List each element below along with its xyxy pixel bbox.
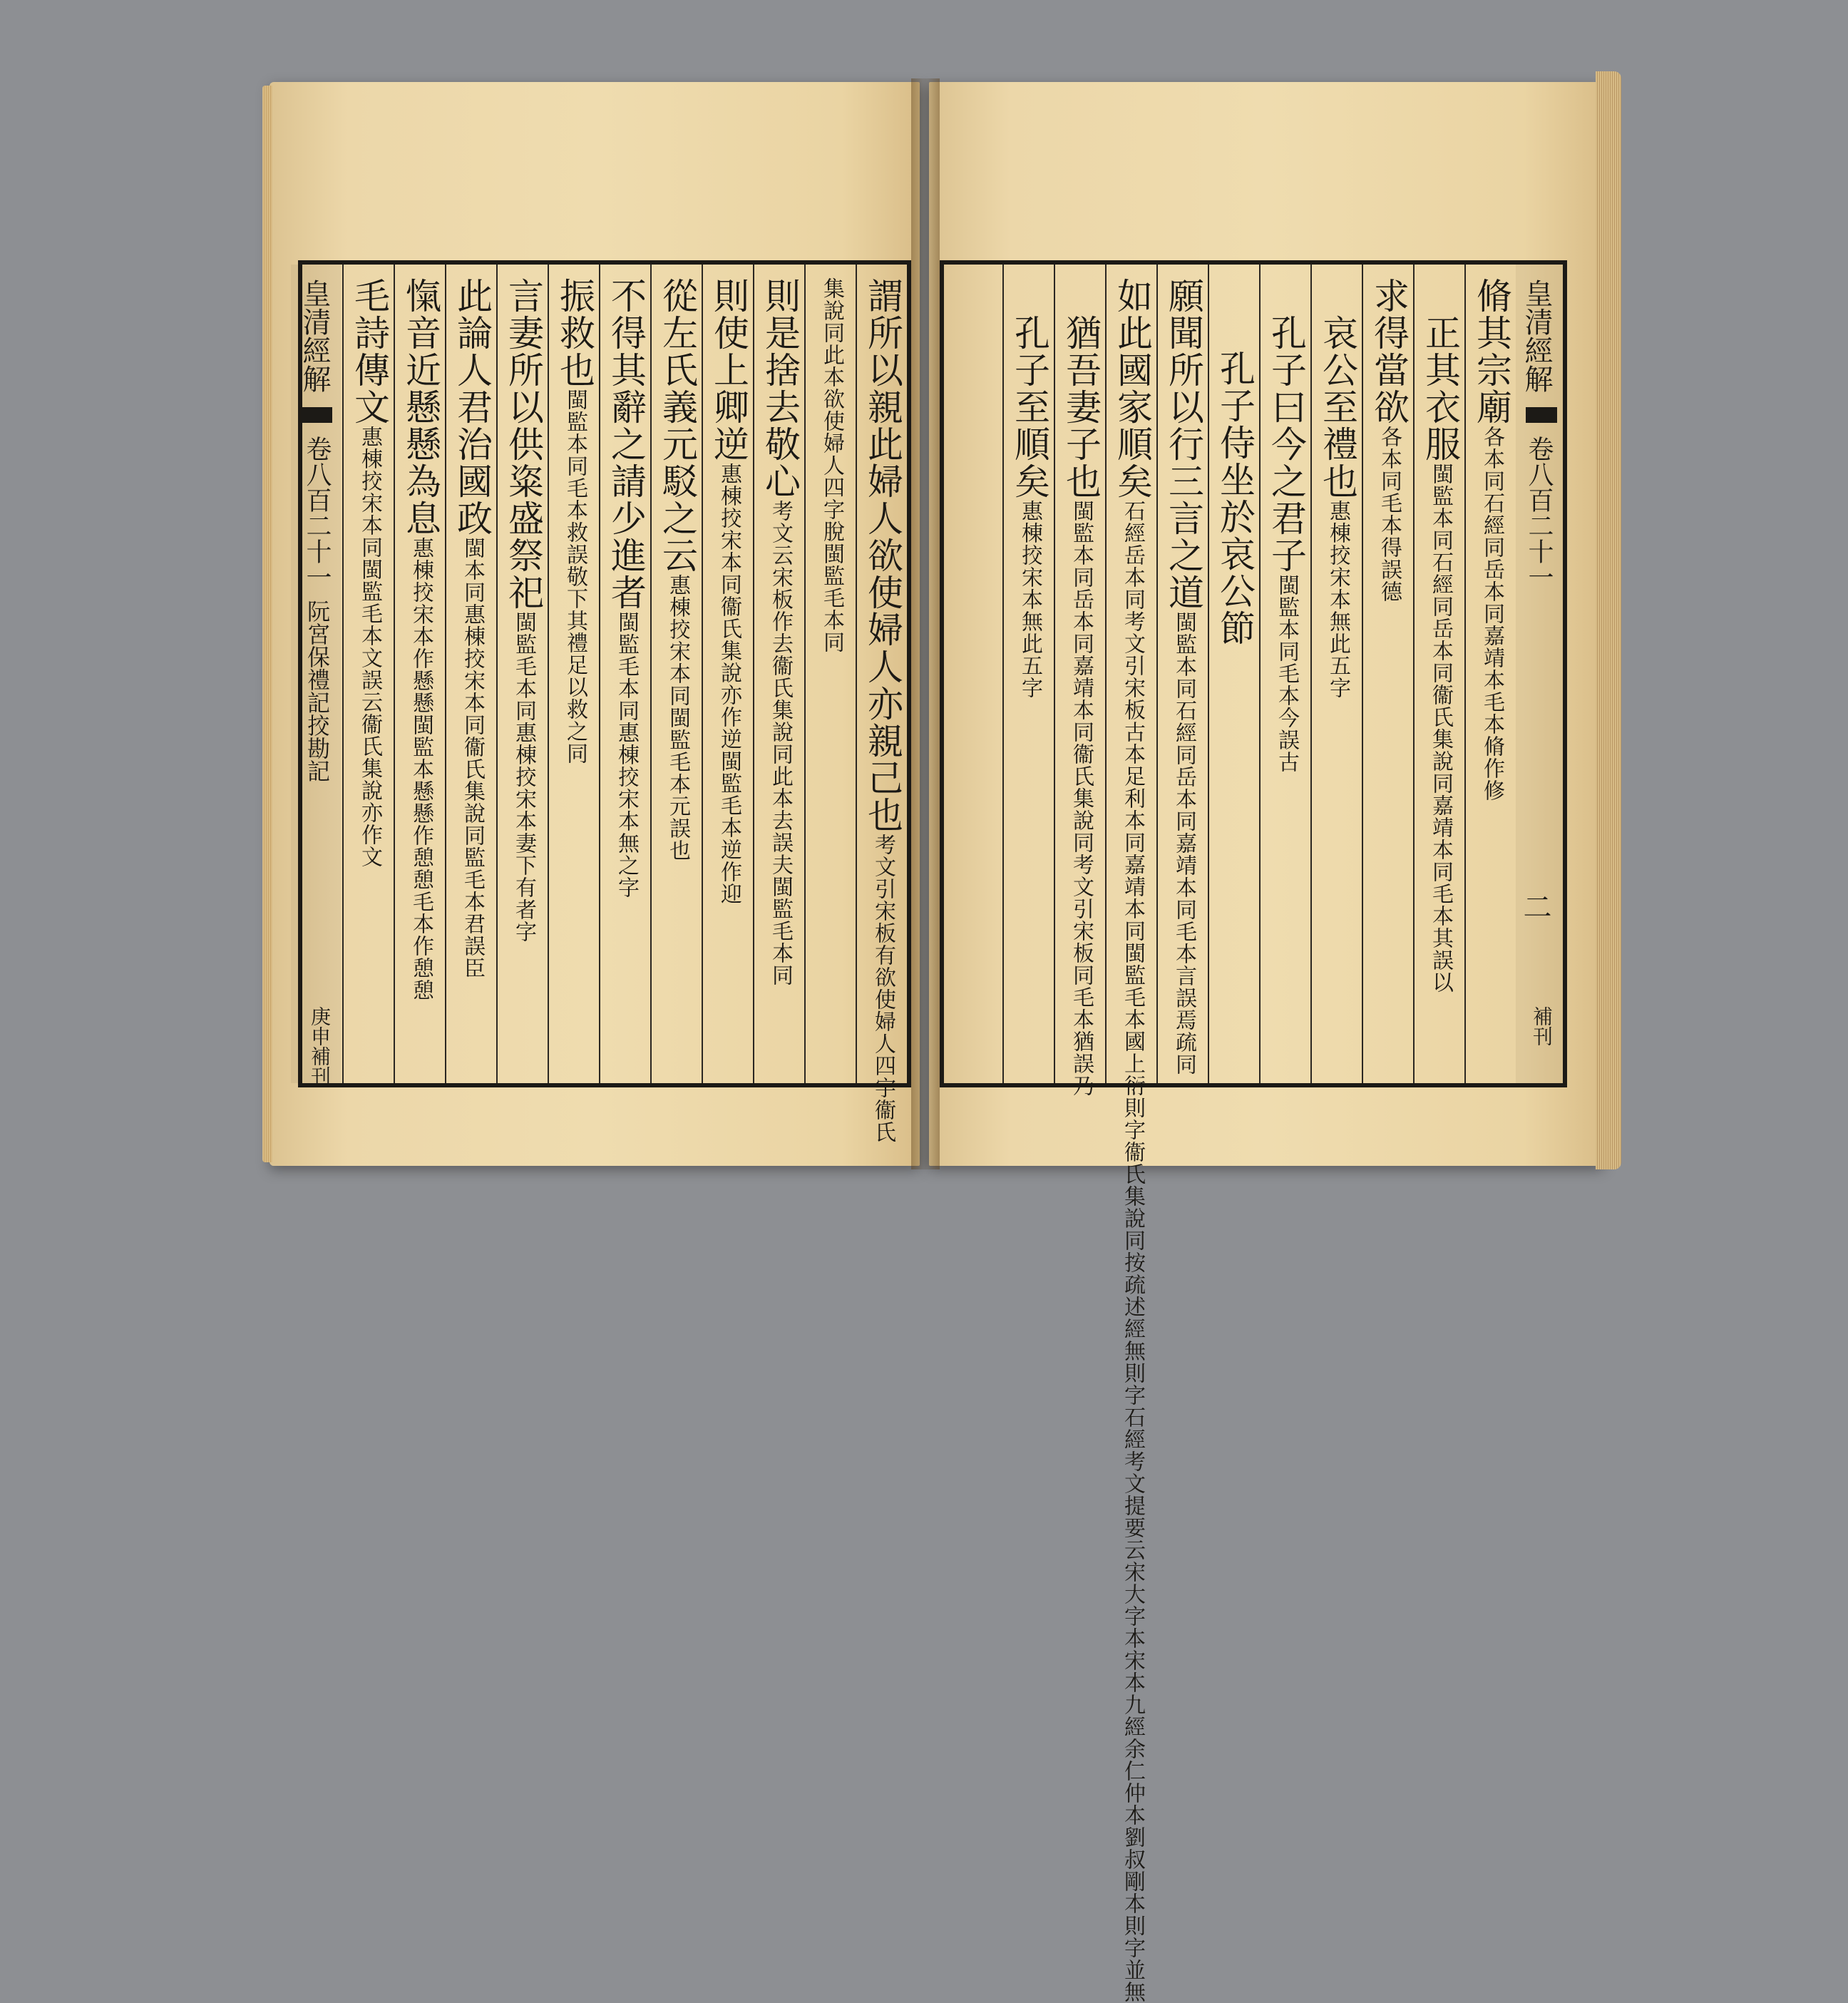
work-title: 阮宮保禮記挍勘記 xyxy=(304,600,331,782)
annotation-text: 考文引宋板有欲使婦人四字衞氏 xyxy=(871,834,895,1143)
text-column xyxy=(599,265,652,1083)
main-text: 不得其辭之請少進者 xyxy=(605,277,647,611)
main-text: 哀公至禮也 xyxy=(1317,314,1358,500)
annotation-text: 石經岳本同考文引宋板古本足利本同嘉靖本同閩監毛本國上衍則字衞氏集說同按疏述經無則字石經考文提要云宋大字本宋本九經余仁仲本劉叔剛本則字並無 xyxy=(1120,500,1145,2003)
juan-number: 卷八百二十一 xyxy=(302,436,332,590)
text-column xyxy=(1002,265,1055,1083)
annotation-text: 惠棟挍宋本同衞氏集說亦作逆閩監毛本逆作迎 xyxy=(717,463,741,905)
annotation-text: 閩監本同毛本救誤敬下其禮足以救之同 xyxy=(563,389,587,764)
page-centre-margin xyxy=(1516,265,1563,1083)
main-text: 求得當欲 xyxy=(1368,277,1410,426)
main-text: 脩其宗廟 xyxy=(1471,277,1512,426)
main-text: 毛詩傳文 xyxy=(349,277,390,426)
annotation-text: 集說同此本欲使婦人四字脫閩監毛本同 xyxy=(819,277,844,653)
text-column xyxy=(496,265,549,1083)
text-column xyxy=(702,265,754,1083)
book-gutter xyxy=(911,78,940,1169)
annotation-text: 惠棟挍宋本無此五字 xyxy=(1017,500,1042,699)
annotation-text: 惠棟挍宋本同閩監毛本元誤也 xyxy=(665,574,690,861)
main-text: 如此國家順矣 xyxy=(1112,277,1153,500)
text-column xyxy=(753,265,806,1083)
main-text: 孔子曰今之君子 xyxy=(1266,314,1307,574)
annotation-text: 考文云宋板作去衞氏集說同此本去誤夫閩監毛本同 xyxy=(768,500,793,986)
page-edge-left xyxy=(262,86,272,1162)
text-column xyxy=(1362,265,1415,1083)
fishtail-mark xyxy=(1526,407,1557,423)
text-column xyxy=(1105,265,1158,2003)
main-text: 正其衣服 xyxy=(1420,314,1461,463)
main-text: 言妻所以供粢盛祭祀 xyxy=(503,277,544,611)
page-edge-right xyxy=(1596,71,1621,1169)
main-text: 此論人君治國政 xyxy=(451,277,493,537)
main-text: 則使上卿逆 xyxy=(708,277,749,463)
text-column xyxy=(1310,265,1363,1083)
annotation-text: 閩監毛本同惠棟挍宋本妻下有者字 xyxy=(511,611,536,943)
text-column xyxy=(445,265,498,1083)
fishtail-mark xyxy=(301,407,332,423)
main-text: 振救也 xyxy=(554,277,595,389)
annotation-text: 閩監本同石經同岳本同嘉靖本同毛本言誤焉疏同 xyxy=(1171,611,1196,1075)
text-column xyxy=(548,265,600,1083)
main-text: 孔子侍坐於哀公節 xyxy=(1214,350,1256,647)
right-text-frame xyxy=(940,260,1567,2003)
annotation-text: 閩監本同岳本同嘉靖本同衞氏集說同考文引宋板同毛本猶誤乃 xyxy=(1069,500,1094,1097)
text-column xyxy=(856,265,908,1143)
main-text: 謂所以親此婦人欲使婦人亦親己也 xyxy=(862,277,903,834)
text-column xyxy=(650,265,703,1083)
annotation-text: 惠棟挍宋本同閩監毛本文誤云衞氏集說亦作文 xyxy=(357,426,382,868)
annotation-text: 各本同毛本得誤德 xyxy=(1377,426,1402,603)
edition-note: 補刊 xyxy=(1530,1006,1554,1046)
annotation-text: 閩監本同石經同岳本同衞氏集說同嘉靖本同毛本其誤以 xyxy=(1428,463,1453,993)
open-book xyxy=(270,71,1604,2003)
text-column xyxy=(1413,265,1466,1083)
main-text: 從左氏義元駁之云 xyxy=(657,277,698,574)
annotation-text: 閩監毛本同惠棟挍宋本無之字 xyxy=(614,611,639,898)
annotation-text: 閩監本同毛本今誤古 xyxy=(1274,574,1299,773)
annotation-text: 惠棟挍宋本無此五字 xyxy=(1325,500,1350,699)
juan-number: 卷八百二十一 xyxy=(1524,436,1554,590)
main-text: 則是捨去敬心 xyxy=(759,277,801,500)
main-text: 孔子至順矣 xyxy=(1009,314,1050,500)
text-column xyxy=(804,265,857,1083)
annotation-text: 各本同石經同岳本同嘉靖本毛本脩作修 xyxy=(1479,426,1504,801)
annotation-text: 惠棟挍宋本作懸懸閩監本懸懸作憩憩毛本作憩憩 xyxy=(409,537,433,1001)
main-text: 愾音近懸懸為息 xyxy=(400,277,441,537)
text-column xyxy=(1054,265,1107,1097)
text-column xyxy=(1259,265,1312,1083)
page-centre-margin xyxy=(291,265,341,1086)
edition-note: 庚申補刊 xyxy=(308,1006,332,1086)
annotation-text: 閩本同惠棟挍宋本同衞氏集說同監毛本君誤臣 xyxy=(460,537,485,979)
leaf-number: 二 xyxy=(1519,892,1551,921)
series-title: 皇清經解 xyxy=(298,279,331,393)
text-column xyxy=(1156,265,1209,1083)
series-title: 皇清經解 xyxy=(1520,279,1553,393)
main-text: 願聞所以行三言之道 xyxy=(1163,277,1204,611)
text-column xyxy=(342,265,395,1083)
text-column xyxy=(394,265,446,1083)
left-text-frame xyxy=(298,260,911,1143)
text-column xyxy=(1464,265,1517,1083)
main-text: 猶吾妻子也 xyxy=(1060,314,1102,500)
text-column xyxy=(1208,265,1261,1083)
